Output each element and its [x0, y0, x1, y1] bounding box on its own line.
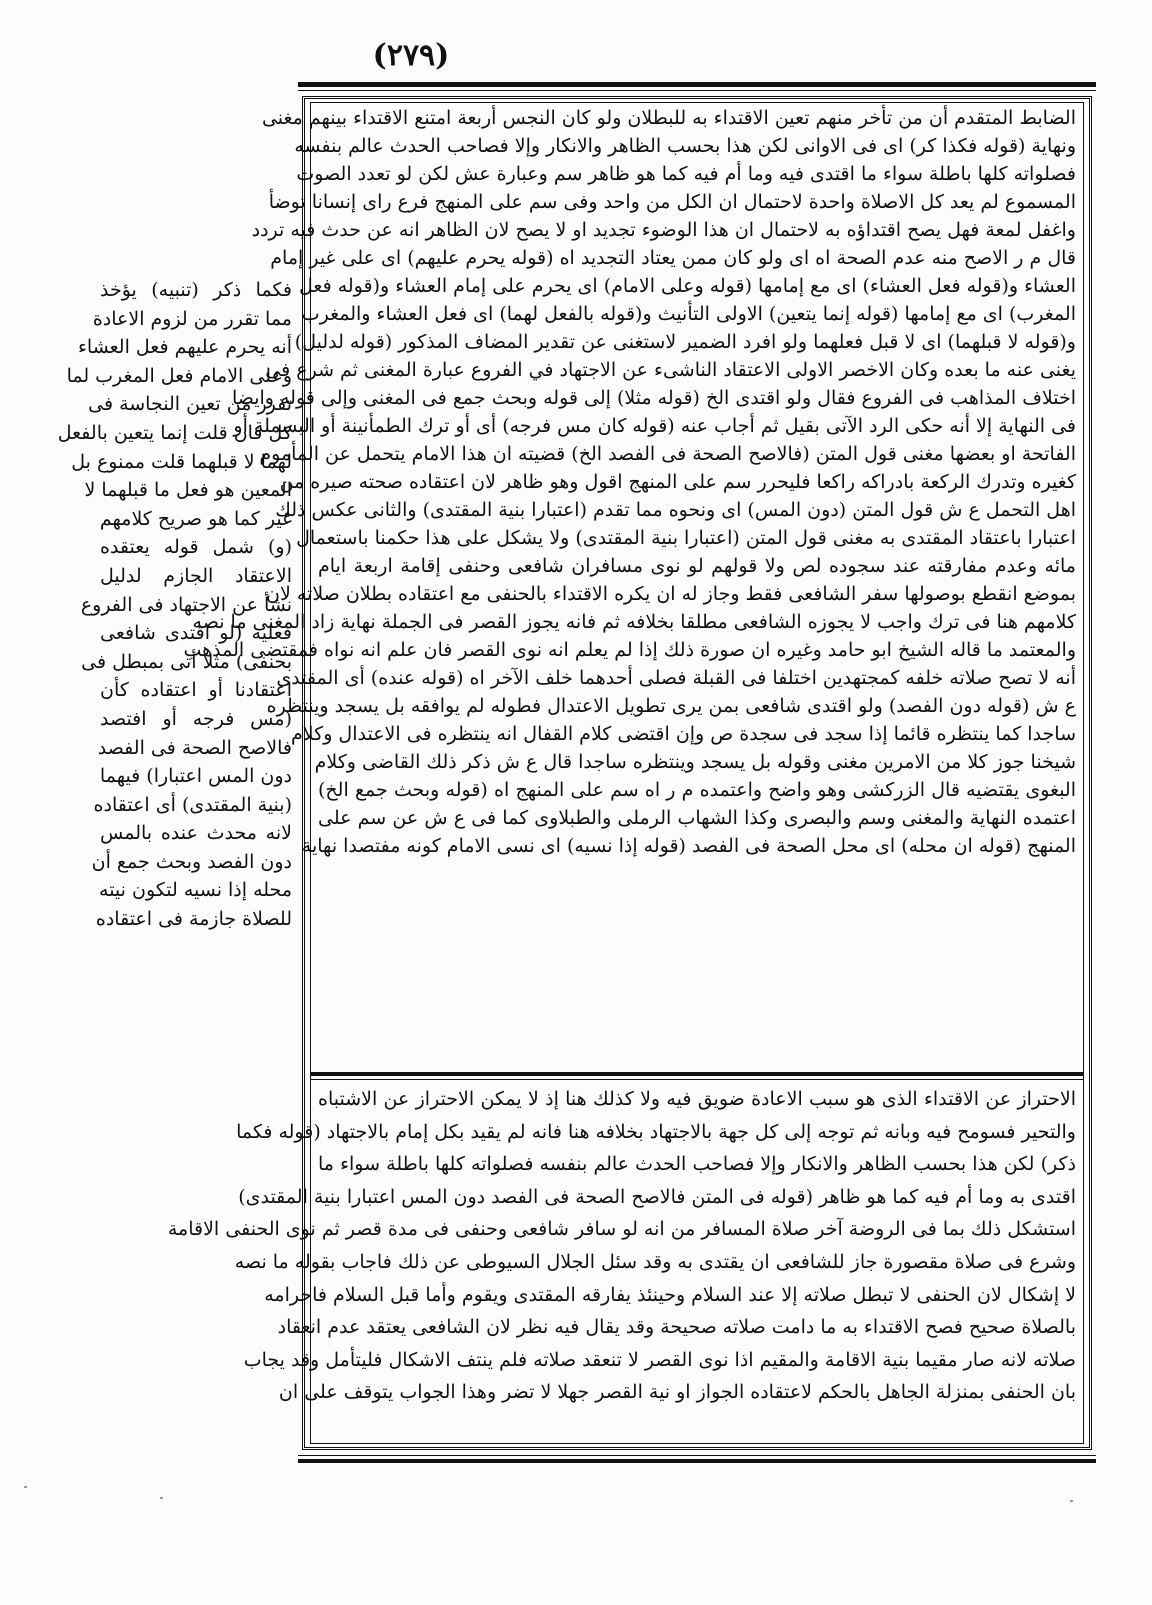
- margin-line: تقرر من تعين النجاسة فى: [88, 393, 292, 416]
- margin-line: نشأ عن الاجتهاد فى الفروع: [80, 593, 292, 616]
- commentary-line: ساجدا كما ينتظره قائما إذا سجد فى سجدة ص وإن اقتضى كلام القفال انه ينتظره فى الاعتدال وكلام: [291, 723, 1076, 745]
- gloss-line: بان الحنفى بمنزلة الجاهل بالحكم لاعتقاده الجواز او نية القصر جهلا لا تضر وهذا الجواب يتوقف على ان: [278, 1381, 1076, 1404]
- gloss-line: صلاته لانه صار مقيما بنية الاقامة والمقيم اذا نوى القصر لا تنعقد صلاته فلم ينتف الاشكال فليتأمل وقد يجاب: [243, 1348, 1076, 1371]
- commentary-line: بموضع انقطع بوصولها سفر الشافعى فقط وجاز له ان يكره الاقتداء بالحنفى مع اعتقاده بطلان صلاته لان: [266, 583, 1076, 605]
- commentary-line: اهل التحمل ع ش قول المتن (دون المس) اى ونحوه مما تقدم (اعتبارا بنية المقتدى) والثانى عكس ذلك: [275, 499, 1076, 521]
- commentary-line: و(قوله لا قبلهما) اى لا قبل فعلهما ولو افرد الضمير لاستغنى عن تقدير المضاف المذكور (قوله لدليل): [294, 331, 1076, 353]
- commentary-line: أنه لا تصح صلاته خلفه كمجتهدين اختلفا فى القبلة فصلى أحدهما خلف الآخر اه (قوله عنده) أى المقتدى: [276, 667, 1076, 689]
- commentary-line: ع ش (قوله دون الفصد) ولو اقتدى شافعى بمن يرى تطويل الاعتدال فطوله لم يوافقه بل يسجد وينتظره: [266, 695, 1076, 717]
- margin-line: أنه يحرم عليهم فعل العشاء: [77, 336, 292, 359]
- bottom-rule-thin: [298, 1455, 1096, 1456]
- lower-commentary: [167, 1083, 1076, 1409]
- commentary-line: اعتبارا باعتقاد المقتدى به مغنى قول المتن (اعتبارا بنية المقتدى) ولا يشكل على هذا حكمنا باستعمال: [296, 527, 1076, 549]
- commentary-line: اختلاف المذاهب فى الفروع فقال ولو اقتدى الخ (قوله مثلا) إلى قوله وبحث جمع فى المغنى وإلى قوله وايضا: [231, 387, 1076, 409]
- top-rule-thick: [298, 82, 1096, 87]
- commentary-line: كلامهم هنا فى ترك واجب لا يجوزه الشافعى مطلقا بخلافه ثم فانه يجوز القصر فى الجملة نهاية زاد المغنى ما نصه: [192, 611, 1076, 633]
- margin-line: فكما ذكر (تنبيه) يؤخذ: [100, 279, 292, 301]
- bottom-rule-thick: [298, 1459, 1096, 1463]
- margin-line: (و) شمل قوله يعتقده: [100, 536, 292, 559]
- commentary-line: الفاتحة او بعضها مغنى قول المتن (فالاصح الصحة فى الفصد الخ) قضيته ان هذا الامام يتحمل عن المأموم: [259, 443, 1076, 465]
- margin-line: فعليه (لو اقتدى شافعى: [100, 622, 292, 645]
- gloss-line: وشرع فى صلاة مقصورة جاز للشافعى ان يقتدى به وقد سئل الجلال السيوطى عن ذلك فاجاب بقوله ما نصه: [234, 1250, 1076, 1273]
- margin-line: للصلاة جازمة فى اعتقاده: [95, 908, 292, 931]
- commentary-line: شيخنا جوز كلا من الامرين مغنى وقوله بل يسجد وينتظره ساجدا قال ع ش ذكر ذلك القاضى وكلام: [314, 751, 1076, 773]
- gloss-line: ذكر) لكن هذا بحسب الظاهر والانكار وإلا فصاحب الحدث عالم بنفسه فصلواته كلها باطلة سواء ما: [318, 1153, 1076, 1176]
- margin-line: لهما لا قبلهما قلت ممنوع بل: [71, 450, 292, 473]
- gloss-line: استشكل ذلك بما فى الروضة آخر صلاة المسافر من انه لو سافر شافعى وحنفى فى مدة قصر ثم نوى الحنفى الاقامة: [167, 1218, 1076, 1241]
- commentary-line: المسموع لم يعد كل الاصلاة واحدة لاحتمال ان الكل من واحد وفى سم على المنهج فرع راى إنسانا توضأ: [268, 191, 1076, 213]
- gloss-line: الاحتراز عن الاقتداء الذى هو سبب الاعادة ضويق فيه ولا كذلك هنا إذ لا يمكن الاحتراز عن الاشتباه: [318, 1088, 1076, 1110]
- margin-line: دون المس اعتبارا) فيهما: [99, 765, 292, 788]
- page-number: (٢٧٩): [372, 38, 450, 73]
- commentary-line: واغفل لمعة فهل يصح اقتداؤه به لاحتمال ان هذا الوضوء تجديد او لا يصح لان الظاهر انه عن حدث فيه تردد: [251, 219, 1076, 241]
- top-rule-thin: [298, 90, 1096, 91]
- gloss-line: لا إشكال لان الحنفى لا تبطل صلاته إلا عند السلام وحينئذ يفارقه المقتدى ويقوم وأما قبل السلام فاحرامه: [264, 1283, 1076, 1306]
- margin-note: [57, 276, 292, 934]
- section-divider: [310, 1072, 1084, 1076]
- gloss-line: بالصلاة صحيح فصح الاقتداء به ما دامت صلاته صحيحة وقد يقال فيه نظر لان الشافعى يعتقد عدم انعقاد: [277, 1316, 1076, 1339]
- commentary-line: فى النهاية إلا أنه حكى الرد الآتى بقيل ثم أجاب عنه (قوله كان مس فرجه) أى أو ترك الطمأنينة أو البسملة أو: [233, 415, 1076, 437]
- commentary-line: ونهاية (قوله فكذا كر) اى فى الاوانى لكن هذا بحسب الظاهر والانكار وإلا فصاحب الحدث عالم بنفسه: [294, 135, 1076, 157]
- gloss-line: والتحير فسومح فيه وبانه ثم توجه إلى كل جهة بالاجتهاد بخلافه هنا فانه لم يقيد بكل إمام بالاجتهاد (قوله فكما: [236, 1120, 1076, 1143]
- margin-line: كل فان قلت إنما يتعين بالفعل: [57, 421, 292, 444]
- commentary-line: مائه وعدم مفارقته عند سجوده لص ولا قولهم لو نوى مسافران شافعى وحنفى إقامة اربعة ايام: [318, 555, 1076, 577]
- margin-line: بحنفى) مثلا أتى بمبطل فى: [81, 650, 292, 673]
- margin-line: مما تقرر من لزوم الاعادة: [92, 307, 292, 330]
- margin-line: اعتقادنا أو اعتقاده كأن: [100, 679, 292, 702]
- commentary-line: كغيره وتدرك الركعة بادراكه راكعا فليحرر سم على المنهج اقول وهو ظاهر لان اعتقاده صحته صيره من: [279, 471, 1076, 493]
- section-divider-thin: [310, 1079, 1084, 1080]
- commentary-line: والمعتمد ما قاله الشيخ ابو حامد وغيره ان صورة ذلك إذا لم يعلم انه نوى القصر فان علم انه نواه فمقتضى المذهب: [183, 639, 1076, 661]
- gloss-line: اقتدى به وما أم فيه كما هو ظاهر (قوله فى المتن فالاصح الصحة فى الفصد دون المس اعتبارا بنية المقتدى): [238, 1185, 1076, 1208]
- margin-line: المعين هو فعل ما قبلهما لا: [84, 479, 292, 502]
- scan-speck: [160, 1497, 163, 1499]
- margin-line: دون الفصد وبحث جمع أن: [91, 850, 292, 873]
- scan-speck: [24, 1486, 27, 1488]
- commentary-line: المغرب) اى مع إمامها (قوله إنما يتعين) الاولى التأنيث و(قوله بالفعل لهما) اى فعل العشاء والمغرب: [301, 303, 1076, 325]
- margin-line: فالاصح الصحة فى الفصد: [97, 736, 292, 759]
- margin-line: محله إذا نسيه لتكون نيته: [99, 879, 292, 902]
- commentary-line: العشاء و(قوله فعل العشاء) اى مع إمامها (قوله وعلى الامام) اى يحرم على إمام العشاء و(قوله فعل: [299, 275, 1076, 297]
- scan-speck: [1070, 1500, 1073, 1502]
- commentary-line: الضابط المتقدم أن من تأخر منهم تعين الاقتداء به للبطلان ولو كان النجس أربعة امتنع الاقتداء بينهم مغنى: [261, 107, 1076, 129]
- margin-line: (بنية المقتدى) أى اعتقاده: [93, 793, 292, 816]
- margin-line: غير كما هو صريح كلامهم: [99, 507, 292, 530]
- commentary-line: البغوى يقتضيه قال الزركشى وهو واضح واعتمده م ر اه سم على المنهج اه (قوله وبحث جمع الخ): [318, 779, 1076, 801]
- margin-line: لانه محدث عنده بالمس: [100, 822, 292, 845]
- commentary-line: يغنى عنه ما بعده وكان الاخصر الاولى الاعتقاد الناشىء عن الاجتهاد في الفروع عبارة المغنى ثم شرع فى: [265, 359, 1076, 381]
- commentary-line: قال م ر الاصح منه عدم الصحة اه اى ولو كان ممن يعتاد التجديد اه (قوله يحرم عليهم) اى على غير إمام: [270, 247, 1076, 269]
- margin-line: وعلى الامام فعل المغرب لما: [66, 364, 292, 387]
- commentary-line: المنهج (قوله ان محله) اى محل الصحة فى الفصد (قوله إذا نسيه) اى نسى الامام كونه مفتصدا نهاية: [301, 835, 1076, 857]
- margin-line: (مس فرجه أو افتصد: [100, 707, 292, 730]
- commentary-line: فصلواته كلها باطلة سواء ما اقتدى فيه وما أم فيه كما هو ظاهر سم وعبارة عش لكن لو تعدد الصوت: [296, 163, 1076, 185]
- margin-line: الاعتقاد الجازم لدليل: [100, 564, 292, 587]
- commentary-line: اعتمده النهاية والمغنى وسم والبصرى وكذا الشهاب الرملى والطبلاوى كما فى ع ش عن سم على: [318, 807, 1076, 829]
